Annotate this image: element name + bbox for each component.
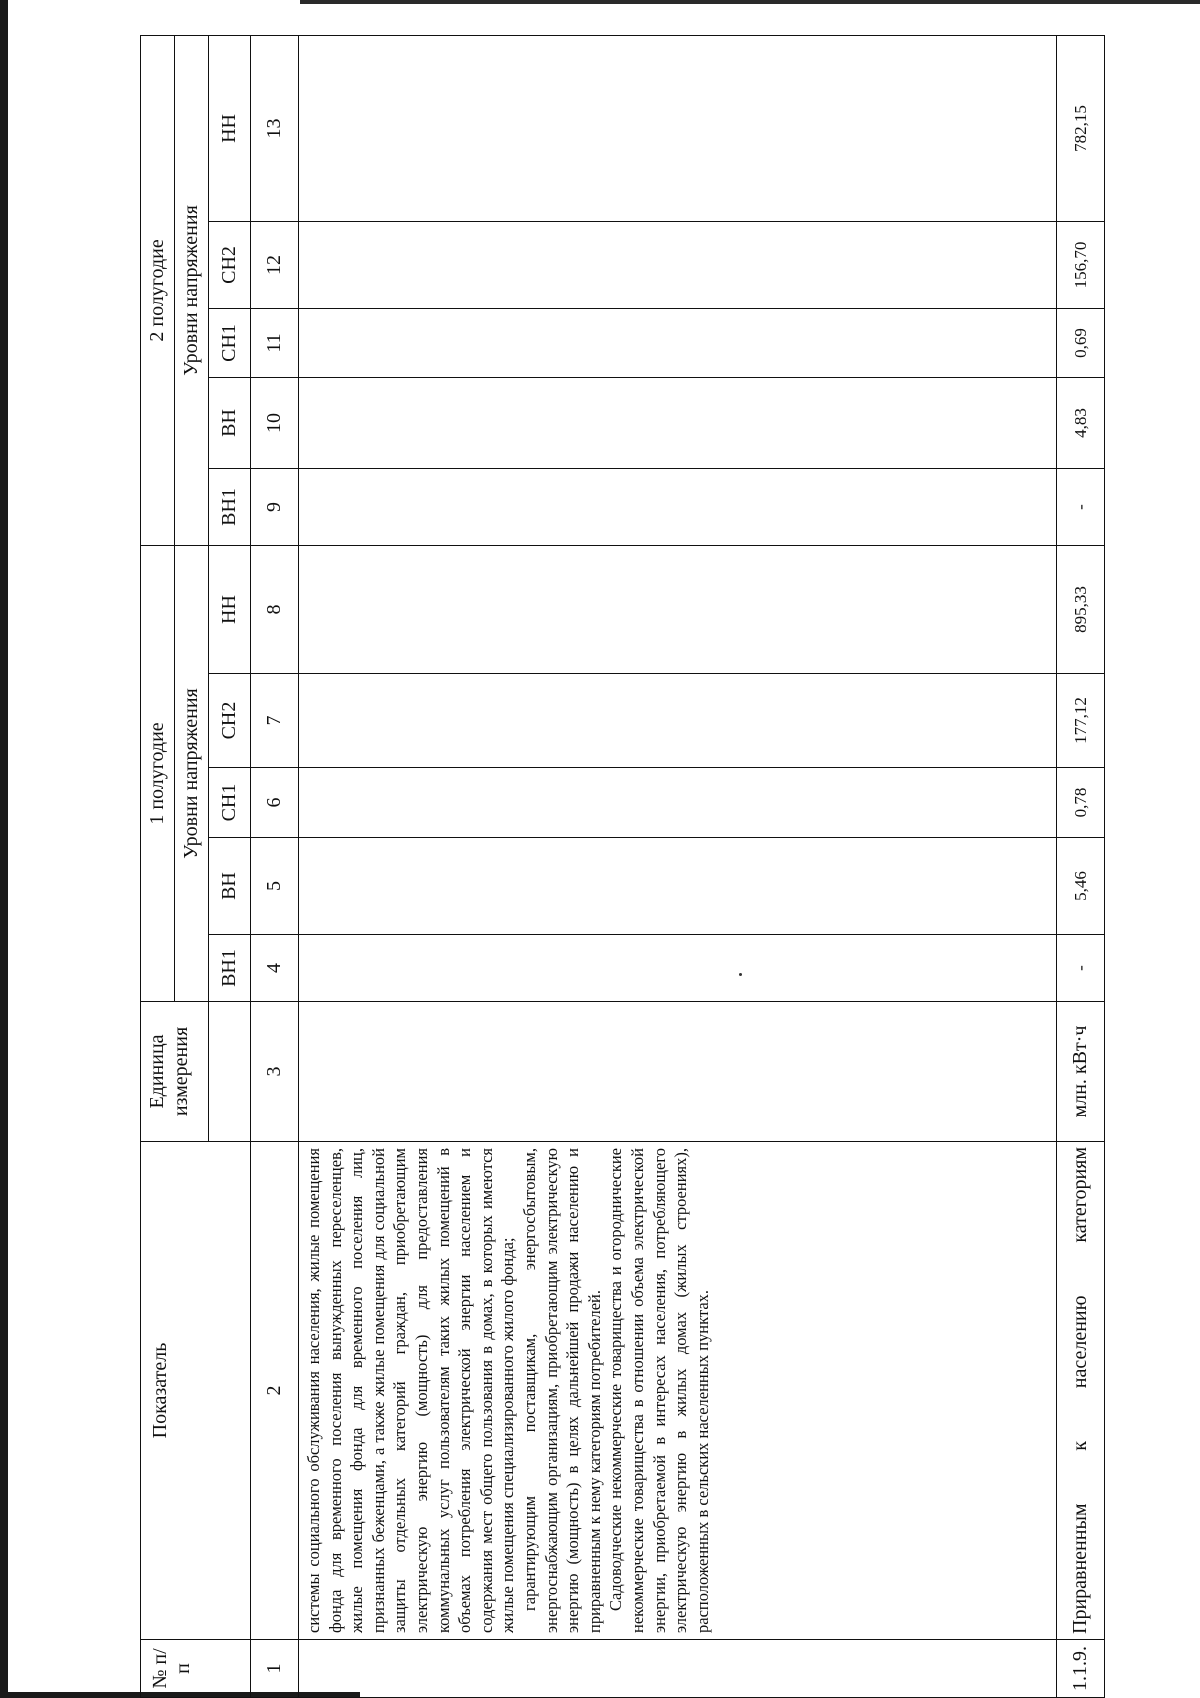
- header-unit-blank: [209, 1002, 251, 1142]
- value-h1-nn: 895,33: [1057, 545, 1105, 673]
- empty-cell: [299, 468, 1057, 545]
- value-h1-sn2: 177,12: [1057, 674, 1105, 768]
- column-number: 6: [251, 768, 299, 838]
- header-level-sn2-h2: СН2: [209, 221, 251, 308]
- column-number: 8: [251, 545, 299, 673]
- column-number: 10: [251, 377, 299, 468]
- column-number: 2: [251, 1142, 299, 1640]
- value-h2-sn2: 156,70: [1057, 221, 1105, 308]
- column-number: 13: [251, 35, 299, 221]
- row-unit: млн. кВт·ч: [1057, 1002, 1105, 1142]
- column-number: 1: [251, 1640, 299, 1698]
- header-level-vn1-h2: ВН1: [209, 468, 251, 545]
- header-unit: Единица измерения: [141, 1002, 209, 1142]
- empty-cell: [299, 221, 1057, 308]
- empty-cell: [299, 768, 1057, 838]
- value-h2-nn: 782,15: [1057, 35, 1105, 221]
- column-number: 7: [251, 674, 299, 768]
- header-level-vn-h1: ВН: [209, 838, 251, 935]
- column-number: 12: [251, 221, 299, 308]
- value-h1-vn1: -: [1057, 935, 1105, 1002]
- description-paragraph: системы социального обслуживания населения, жилые помещения фонда для временного поселения вынужденных переселенцев, жилые помещения фонда для временного поселения лиц, признанных беженцами, а также жилые помещения для социальной защиты отдельных категорий граждан, приобретающим электрическую энергию (мощность) для предоставления коммунальных услуг пользователям таких жилых помещений в объемах потребления электрической энергии населением и содержания мест общего пользования в домах, в которых имеются жилые помещения специализированного жилого фонда;: [304, 1148, 518, 1633]
- description-paragraph: гарантирующим поставщикам, энергосбытовым, энергоснабжающим организациям, приобретающим электрическую энергию (мощность) в целях дальнейшей продажи населению и приравненным к нему категориям потребителей.: [519, 1148, 604, 1633]
- scan-edge-top: [300, 0, 1200, 4]
- column-number: 5: [251, 838, 299, 935]
- empty-cell: [299, 545, 1057, 673]
- description-paragraph: Садоводческие некоммерческие товарищества и огороднические некоммерческие товарищества в отношении объема электрической энергии, приобретаемой в интересах населения, потребляющего электрическую энергию в жилых домах (жилых строениях), расположенных в сельских населенных пунктах.: [606, 1148, 712, 1633]
- header-indicator: Показатель: [141, 1142, 251, 1640]
- value-h2-vn: 4,83: [1057, 377, 1105, 468]
- header-level-sn1-h1: СН1: [209, 768, 251, 838]
- empty-cell: [299, 935, 1057, 1002]
- column-number: 3: [251, 1002, 299, 1142]
- empty-cell: [299, 674, 1057, 768]
- continuation-description: [299, 1142, 1057, 1640]
- header-half1: 1 полугодие: [141, 545, 175, 1001]
- header-voltage-levels-1: Уровни напряжения: [175, 545, 209, 1001]
- scan-edge-left: [0, 0, 8, 1698]
- header-level-vn1-h1: ВН1: [209, 935, 251, 1002]
- empty-cell: [299, 308, 1057, 377]
- empty-cell: [299, 35, 1057, 221]
- header-level-sn1-h2: СН1: [209, 308, 251, 377]
- empty-cell: [299, 1002, 1057, 1142]
- header-num: № п/п: [141, 1640, 251, 1698]
- value-h2-sn1: 0,69: [1057, 308, 1105, 377]
- rotated-page: [140, 36, 1105, 1698]
- column-number: 4: [251, 935, 299, 1002]
- row-number: 1.1.9.: [1057, 1640, 1105, 1698]
- header-level-nn-h2: НН: [209, 35, 251, 221]
- row-name: Приравненным к населению категориям: [1057, 1142, 1105, 1640]
- value-h1-sn1: 0,78: [1057, 768, 1105, 838]
- column-number: 11: [251, 308, 299, 377]
- empty-cell: [299, 377, 1057, 468]
- header-voltage-levels-2: Уровни напряжения: [175, 35, 209, 545]
- value-h2-vn1: -: [1057, 468, 1105, 545]
- header-level-vn-h2: ВН: [209, 377, 251, 468]
- empty-cell: [299, 838, 1057, 935]
- table-row: [299, 35, 1057, 1697]
- header-level-nn-h1: НН: [209, 545, 251, 673]
- tariff-balance-table: [140, 35, 1105, 1698]
- header-half2: 2 полугодие: [141, 35, 175, 545]
- header-level-sn2-h1: СН2: [209, 674, 251, 768]
- column-number: 9: [251, 468, 299, 545]
- table-row: [1057, 35, 1105, 1697]
- empty-cell: [299, 1640, 1057, 1698]
- value-h1-vn: 5,46: [1057, 838, 1105, 935]
